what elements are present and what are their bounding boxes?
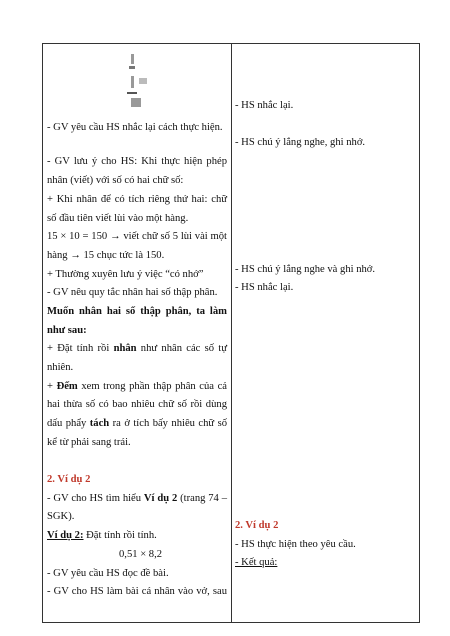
student-repeat-2: - HS nhắc lại.	[235, 282, 294, 293]
rule-step-1	[47, 343, 227, 355]
student-listen-2: - HS chú ý lắng nghe và ghi nhớ.	[235, 264, 376, 275]
student-do-task: - HS thực hiện theo yêu cầu.	[235, 539, 356, 550]
line-note-3: + Khi nhân để có tích riêng thứ hai: chữ	[47, 194, 227, 205]
example-2-intro-a: - GV cho HS tìm hiểu	[47, 493, 144, 504]
line-note-2: nhân (viết) với số có hai chữ số:	[47, 175, 184, 186]
line-note-4: số đầu tiên viết lùi vào một hàng.	[47, 213, 189, 224]
lesson-table	[42, 43, 420, 623]
line-note-6: hàng → 15 chục tức là 150.	[47, 250, 165, 261]
rule-step-2-cont2-b: tách	[89, 418, 110, 429]
example-2-label: Ví dụ 2:	[47, 530, 84, 541]
rule-heading-1: Muốn nhân hai số thập phân, ta làm	[47, 306, 227, 317]
line-note-5: 15 × 10 = 150 → viết chữ số 5 lùi vài một	[47, 231, 227, 242]
rule-step-2-cont2-a: dấu phẩy	[47, 418, 90, 429]
column-divider	[231, 44, 232, 622]
example-2-heading: 2. Ví dụ 2	[47, 474, 91, 485]
example-2-intro-b: Ví dụ 2	[143, 493, 178, 504]
line-note-1: - GV lưu ý cho HS: Khi thực hiện phép	[47, 156, 227, 167]
rule-step-1-a: + Đặt tính rồi	[47, 343, 114, 354]
example-2-source: SGK).	[47, 511, 75, 522]
line-read-problem: - GV yêu cầu HS đọc đề bài.	[47, 568, 169, 579]
multiplication-sketch-image	[123, 52, 163, 112]
rule-step-2-cont2-c: ra ở tích bấy nhiêu chữ số	[109, 418, 228, 429]
line-ask-repeat: - GV yêu cầu HS nhắc lại cách thực hiện.	[47, 122, 223, 133]
rule-step-1-c: như nhân các số tự	[136, 343, 227, 354]
example-2-intro-c: (trang 74 –	[177, 493, 227, 504]
rule-step-2-a: +	[47, 381, 57, 392]
rule-step-2-cont2	[47, 418, 227, 430]
rule-heading-2: như sau:	[47, 325, 87, 336]
line-rule-intro: - GV nêu quy tắc nhân hai số thập phân.	[47, 287, 218, 298]
rule-step-2-c: xem trong phần thập phân của cả	[77, 381, 227, 392]
student-example-2-heading: 2. Ví dụ 2	[235, 520, 279, 531]
rule-step-2-b: Đếm	[56, 381, 78, 392]
rule-step-2-end: kể từ phải sang trái.	[47, 437, 131, 448]
rule-step-2	[47, 381, 227, 393]
student-listen-1: - HS chú ý lắng nghe, ghi nhớ.	[235, 137, 366, 148]
example-2-intro	[47, 493, 227, 505]
student-result-label: - Kết quả:	[235, 557, 278, 568]
example-2-instruction: Đặt tính rồi tính.	[83, 530, 157, 541]
line-individual-work: - GV cho HS làm bài cá nhân vào vở, sau	[47, 586, 227, 597]
example-2-expression: 0,51 × 8,2	[119, 549, 163, 560]
example-2-task	[47, 530, 157, 542]
rule-step-1-b: nhân	[113, 343, 137, 354]
rule-step-2-cont: hai thừa số có bao nhiêu chữ số rồi dùng	[47, 399, 227, 410]
rule-step-1-end: nhiên.	[47, 362, 74, 373]
line-note-7: + Thường xuyên lưu ý việc “có nhớ”	[47, 269, 204, 280]
student-repeat-1: - HS nhắc lại.	[235, 100, 294, 111]
